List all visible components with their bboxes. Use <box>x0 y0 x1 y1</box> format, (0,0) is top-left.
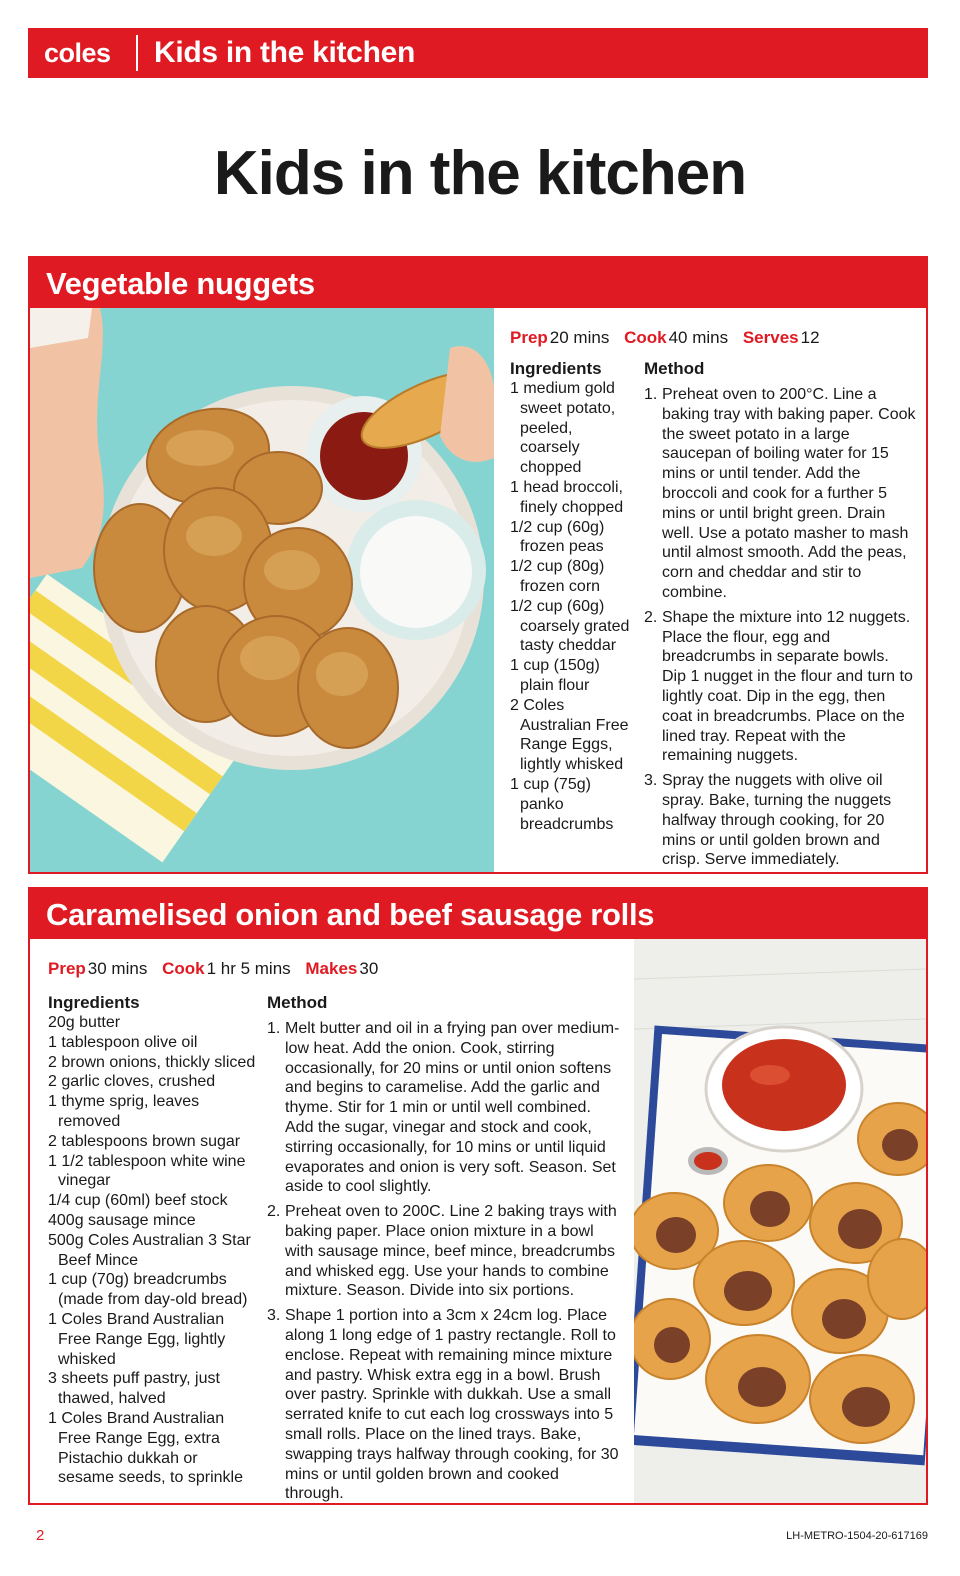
ingredient-item: 2 tablespoons brown sugar <box>48 1132 241 1150</box>
method-step <box>267 1202 621 1301</box>
top-banner <box>28 28 928 78</box>
step-text: Spray the nuggets with olive oil spray. Bake, turning the nuggets halfway through cooking, for 20 mins or until golden brown and crisp. Serve immediately. <box>662 772 892 869</box>
ingredient-item: 1 thyme sprig, leaves removed <box>48 1093 200 1130</box>
ingredient-item: 2 Coles Australian Free Range Eggs, lightly whisked <box>510 696 629 774</box>
cook-value: 1 hr 5 mins <box>206 959 291 978</box>
coles-logo: coles <box>44 37 111 68</box>
recipe-meta <box>510 328 830 348</box>
prep-label: Prep <box>510 328 548 347</box>
prep-label: Prep <box>48 959 86 978</box>
ingredient-item: 1 cup (75g) panko breadcrumbs <box>510 775 614 833</box>
prep-value: 30 mins <box>87 959 148 978</box>
recipe-meta <box>48 959 388 979</box>
ingredient-item: 1 cup (150g) plain flour <box>510 657 600 694</box>
ingredients-list <box>48 1013 258 1488</box>
method-list <box>644 385 916 875</box>
ingredient-item: 3 sheets puff pastry, just thawed, halved <box>48 1370 220 1408</box>
step-number: 2. <box>644 608 658 626</box>
ingredient-item: 1 medium gold sweet potato, peeled, coarsely chopped <box>510 380 616 477</box>
ingredient-item: 1 tablespoon olive oil <box>48 1033 198 1051</box>
ingredient-item: 1 Coles Brand Australian Free Range Egg, lightly whisked <box>48 1310 226 1368</box>
prep-value: 20 mins <box>549 328 610 347</box>
cook-value: 40 mins <box>668 328 729 347</box>
nuggets-illustration <box>30 308 494 872</box>
method-step <box>267 1019 621 1197</box>
recipe-title: Caramelised onion and beef sausage rolls <box>30 889 926 939</box>
ingredient-item: 1 Coles Brand Australian Free Range Egg, extra Pistachio dukkah or sesame seeds, to sprinkle <box>48 1409 243 1487</box>
ingredient-item: 1/4 cup (60ml) beef stock <box>48 1192 228 1210</box>
makes-label: Makes <box>305 959 358 978</box>
method-heading: Method <box>267 993 328 1012</box>
ingredients-heading: Ingredients <box>510 359 602 378</box>
sausage-rolls-photo <box>634 939 926 1503</box>
recipe-title: Vegetable nuggets <box>30 258 926 308</box>
step-text: Preheat oven to 200°C. Line a baking tray with baking paper. Cook the sweet potato in a large saucepan of boiling water for 15 mins or until tender. Add the broccoli and cook for a further 5 mins or until bright green. Drain well. Use a potato masher to mash until almost smooth. Add the peas, corn and cheddar and stir to combine. <box>662 386 916 601</box>
method-list <box>267 1019 621 1509</box>
method-step <box>644 385 916 603</box>
ingredient-item: 20g butter <box>48 1014 121 1031</box>
cook-label: Cook <box>162 959 205 978</box>
step-number: 3. <box>644 772 658 790</box>
step-text: Melt butter and oil in a frying pan over medium-low heat. Add the onion. Cook, stirring occasionally, for 20 mins or until onion softens and begins to caramelise. Add the garlic and thyme. Stir for 1 min or until well combined. Add the sugar, vinegar and stock and cook, stirring occasionally, for 10 mins or until liquid evaporates and onion is very soft. Season. Set aside to cool slightly. <box>285 1020 620 1196</box>
method-heading: Method <box>644 359 705 378</box>
ingredient-item: 400g sausage mince <box>48 1211 196 1229</box>
ingredient-item: 1 head broccoli, finely chopped <box>510 478 624 516</box>
ingredient-item: 1/2 cup (60g) coarsely grated tasty cheddar <box>510 597 630 655</box>
makes-value: 30 <box>359 959 379 978</box>
vegetable-nuggets-photo <box>30 308 494 872</box>
method-step <box>644 771 916 870</box>
step-number: 3. <box>267 1307 281 1325</box>
step-number: 2. <box>267 1203 281 1221</box>
step-number: 1. <box>267 1020 281 1037</box>
step-number: 1. <box>644 386 658 403</box>
method-step <box>267 1306 621 1504</box>
step-text: Shape 1 portion into a 3cm x 24cm log. Place along 1 long edge of 1 pastry rectangle. Roll to enclose. Repeat with remaining mince mixture and pastry. Whisk extra egg in a bowl. Brush over pastry. Sprinkle with dukkah. Use a small serrated knife to cut each log crossways into 5 small rolls. Place on the lined trays. Bake, swapping trays halfway through cooking, for 30 mins or until golden brown and cooked through. <box>285 1307 619 1503</box>
page-number: 2 <box>36 1527 45 1544</box>
banner-divider <box>136 35 138 71</box>
serves-label: Serves <box>742 328 799 347</box>
document-code: LH-METRO-1504-20-617169 <box>786 1530 928 1542</box>
recipe-card-sausage-rolls <box>28 887 928 1505</box>
ingredient-item: 1/2 cup (80g) frozen corn <box>510 558 605 595</box>
ingredient-item: 1/2 cup (60g) frozen peas <box>510 518 605 556</box>
recipe-card-vegetable-nuggets <box>28 256 928 874</box>
sausage-rolls-illustration <box>634 939 926 1503</box>
ingredient-item: 500g Coles Australian 3 Star Beef Mince <box>48 1231 251 1269</box>
step-text: Preheat oven to 200C. Line 2 baking trays with baking paper. Place onion mixture in a bowl with sausage mince, beef mince, breadcrumbs and whisked egg. Use your hands to combine mixture. Season. Divide into six portions. <box>285 1203 617 1300</box>
ingredient-item: 2 brown onions, thickly sliced <box>48 1053 256 1071</box>
banner-title: Kids in the kitchen <box>154 36 416 69</box>
page-title: Kids in the kitchen <box>213 139 747 208</box>
cook-label: Cook <box>624 328 667 347</box>
step-text: Shape the mixture into 12 nuggets. Place the flour, egg and breadcrumbs in separate bowls. Dip 1 nugget in the flour and turn to lightly coat. Dip in the egg, then coat in breadcrumbs. Place on the lined tray. Repeat with the remaining nuggets. <box>662 608 913 765</box>
ingredient-item: 1 cup (70g) breadcrumbs (made from day-old bread) <box>48 1271 248 1309</box>
method-step <box>644 608 916 766</box>
ingredient-item: 1 1/2 tablespoon white wine vinegar <box>48 1152 246 1190</box>
ingredient-item: 2 garlic cloves, crushed <box>48 1073 216 1091</box>
ingredients-heading: Ingredients <box>48 993 140 1012</box>
ingredients-list <box>510 379 632 834</box>
serves-value: 12 <box>800 328 820 347</box>
